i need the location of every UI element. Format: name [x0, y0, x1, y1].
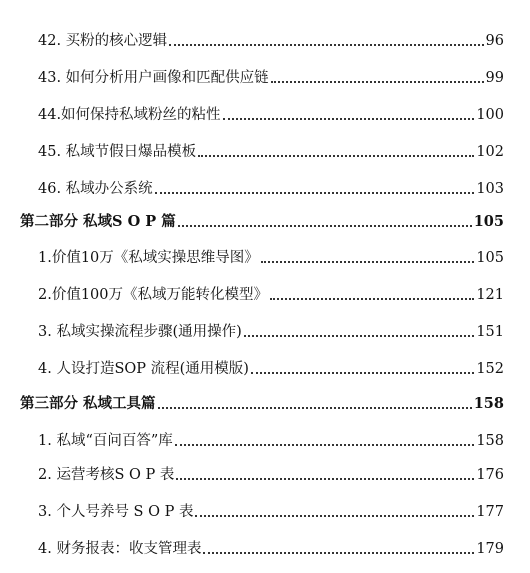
toc-entry-page: 102 [476, 144, 504, 160]
toc-entry-46[interactable] [0, 174, 530, 198]
toc-entry-label: 46. 私域办公系统 [38, 181, 153, 197]
dot-leader [176, 478, 474, 480]
toc-entry-45[interactable] [0, 137, 530, 161]
dot-leader [195, 515, 474, 517]
toc-entry-44[interactable] [0, 100, 530, 124]
toc-entry-page: 176 [476, 467, 504, 483]
dot-leader [270, 298, 474, 300]
toc-entry-42[interactable] [0, 26, 530, 50]
toc-entry-label: 1.价值10万《私域实操思维导图》 [38, 250, 259, 266]
toc-entry-label: 1. 私域“百问百答”库 [38, 433, 173, 449]
toc-entry-page: 100 [476, 107, 504, 123]
dot-leader [203, 552, 474, 554]
toc-entry-page: 151 [476, 324, 504, 340]
toc-entry-3-2[interactable] [0, 460, 530, 484]
toc-entry-2-4[interactable] [0, 354, 530, 378]
toc-entry-43[interactable] [0, 63, 530, 87]
toc-entry-label: 4. 财务报表：收支管理表 [38, 541, 202, 557]
toc-part-3[interactable] [0, 389, 530, 413]
toc-entry-label: 42. 买粉的核心逻辑 [38, 33, 168, 49]
toc-entry-page: 96 [485, 33, 504, 49]
toc-entry-2-3[interactable] [0, 317, 530, 341]
dot-leader [169, 44, 483, 46]
dot-leader [244, 335, 475, 337]
dot-leader [251, 372, 474, 374]
toc-part-2[interactable] [0, 207, 530, 231]
toc-entry-2-2[interactable] [0, 280, 530, 304]
toc-entry-3-4[interactable] [0, 534, 530, 558]
toc-entry-page: 177 [476, 504, 504, 520]
toc-entry-label: 2. 运营考核S O P 表 [38, 467, 175, 483]
dot-leader [261, 261, 475, 263]
dot-leader [175, 444, 475, 446]
toc-entry-label: 4. 人设打造SOP 流程(通用模版) [38, 361, 249, 377]
toc-entry-page: 158 [473, 395, 504, 412]
toc-entry-3-3[interactable] [0, 497, 530, 521]
toc-part-label: 第二部分 私域S O P 篇 [20, 213, 176, 230]
toc-entry-label: 3. 个人号养号 S O P 表 [38, 504, 194, 520]
dot-leader [178, 225, 472, 227]
toc-part-label: 第三部分 私域工具篇 [20, 395, 156, 412]
toc-entry-label: 45. 私域节假日爆品模板 [38, 144, 197, 160]
toc-entry-3-1[interactable] [0, 426, 530, 450]
toc-entry-page: 121 [476, 287, 504, 303]
toc-entry-page: 152 [476, 361, 504, 377]
toc-entry-page: 179 [476, 541, 504, 557]
toc-entry-page: 103 [476, 181, 504, 197]
toc-entry-page: 99 [485, 70, 504, 86]
toc-entry-2-1[interactable] [0, 243, 530, 267]
dot-leader [271, 81, 484, 83]
toc-entry-page: 105 [476, 250, 504, 266]
toc-entry-page: 105 [473, 213, 504, 230]
toc-entry-label: 2.价值100万《私域万能转化模型》 [38, 287, 269, 303]
toc-entry-page: 158 [476, 433, 504, 449]
toc-entry-label: 44.如何保持私域粉丝的粘性 [38, 107, 221, 123]
dot-leader [155, 192, 475, 194]
toc-entry-label: 43. 如何分析用户画像和匹配供应链 [38, 70, 269, 86]
toc-entry-label: 3. 私域实操流程步骤(通用操作) [38, 324, 242, 340]
dot-leader [158, 407, 472, 409]
dot-leader [198, 155, 474, 157]
dot-leader [223, 118, 475, 120]
